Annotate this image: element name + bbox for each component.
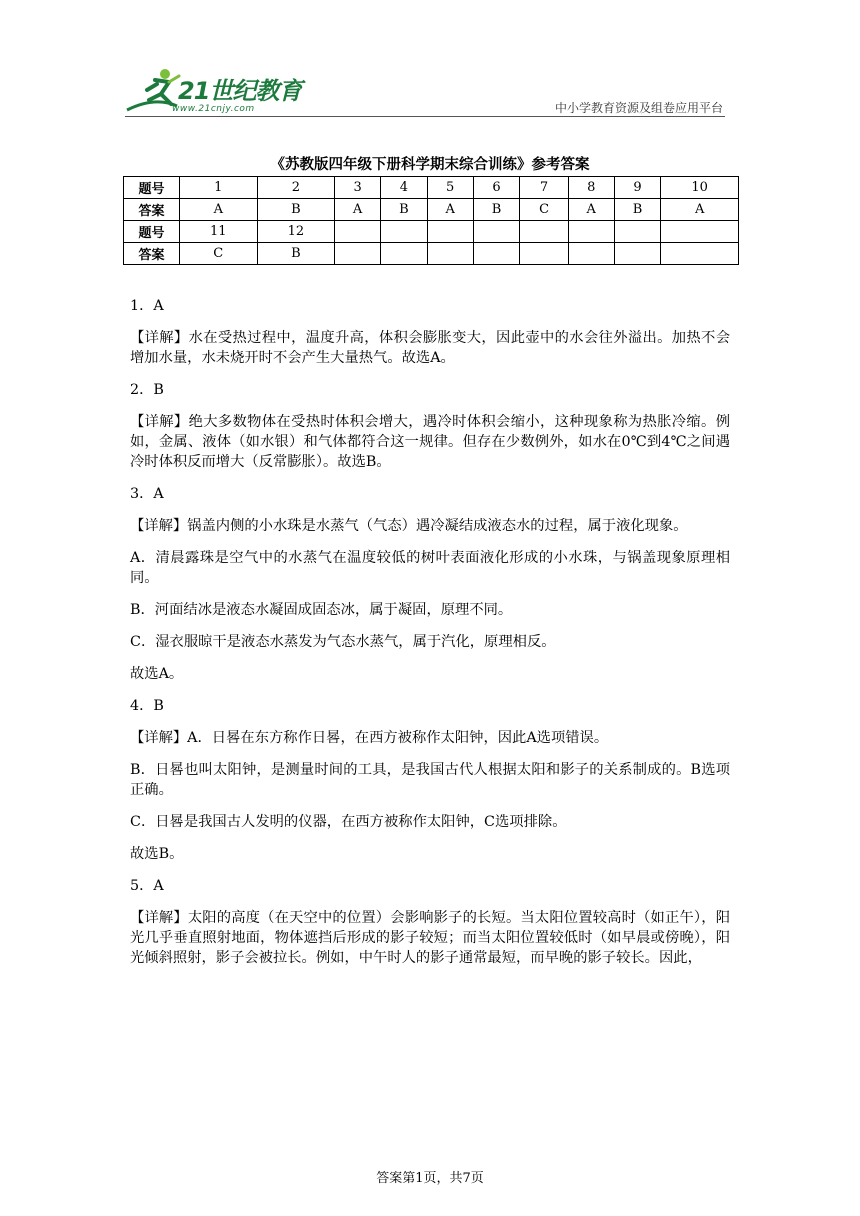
answer-paragraph: B．河面结冰是液态水凝固成固态冰，属于凝固，原理不同。 xyxy=(130,602,513,618)
table-cell xyxy=(381,243,428,265)
table-cell: A xyxy=(180,199,258,221)
table-cell xyxy=(661,221,739,243)
table-cell: 7 xyxy=(520,177,568,199)
table-cell xyxy=(427,243,473,265)
table-cell: 5 xyxy=(427,177,473,199)
row-header: 题号 xyxy=(124,221,180,243)
table-cell xyxy=(661,243,739,265)
table-cell xyxy=(335,221,381,243)
table-cell: 3 xyxy=(335,177,381,199)
table-cell: 9 xyxy=(614,177,661,199)
answer-paragraph: 【详解】A．日晷在东方称作日晷，在西方被称作太阳钟，因此A选项错误。 xyxy=(130,730,609,746)
table-cell xyxy=(520,221,568,243)
table-cell xyxy=(520,243,568,265)
table-cell xyxy=(427,221,473,243)
platform-name: 中小学教育资源及组卷应用平台 xyxy=(554,101,723,115)
answer-paragraph: C．日晷是我国古人发明的仪器，在西方被称作太阳钟，C选项排除。 xyxy=(130,814,567,830)
table-cell: 2 xyxy=(257,177,335,199)
answer-paragraph: B．日晷也叫太阳钟，是测量时间的工具，是我国古代人根据太阳和影子的关系制成的。B选项正确。 xyxy=(130,762,730,798)
answer-paragraph: 2．B xyxy=(130,382,164,398)
table-cell xyxy=(614,221,661,243)
table-cell: B xyxy=(473,199,520,221)
table-cell xyxy=(473,243,520,265)
table-cell: 12 xyxy=(257,221,335,243)
answer-table xyxy=(123,176,739,265)
answer-paragraph: 故选B。 xyxy=(130,846,184,862)
answer-paragraph: 5．A xyxy=(130,878,164,894)
answer-paragraph: 【详解】锅盖内侧的小水珠是水蒸气（气态）遇冷凝结成液态水的过程，属于液化现象。 xyxy=(130,518,688,534)
table-cell: B xyxy=(381,199,428,221)
table-cell: A xyxy=(661,199,739,221)
answer-paragraph: A．清晨露珠是空气中的水蒸气在温度较低的树叶表面液化形成的小水珠，与锅盖现象原理相同。 xyxy=(130,550,730,586)
answer-paragraph: 【详解】水在受热过程中，温度升高，体积会膨胀变大，因此壶中的水会往外溢出。加热不会增加水量，水未烧开时不会产生大量热气。故选A。 xyxy=(130,330,730,366)
table-cell: B xyxy=(257,199,335,221)
table-row xyxy=(124,221,739,243)
row-header: 答案 xyxy=(124,199,180,221)
table-cell: C xyxy=(520,199,568,221)
table-cell: 11 xyxy=(180,221,258,243)
table-cell: B xyxy=(257,243,335,265)
answer-explanations xyxy=(130,296,730,980)
table-cell: A xyxy=(427,199,473,221)
table-row xyxy=(124,199,739,221)
table-cell: 4 xyxy=(381,177,428,199)
table-cell: B xyxy=(614,199,661,221)
table-cell xyxy=(568,243,614,265)
table-row xyxy=(124,177,739,199)
page-title: 《苏教版四年级下册科学期末综合训练》参考答案 xyxy=(270,156,590,173)
table-cell: 8 xyxy=(568,177,614,199)
answer-paragraph: 4．B xyxy=(130,698,164,714)
logo-url: www.21cnjy.com xyxy=(172,104,255,114)
row-header: 答案 xyxy=(124,243,180,265)
answer-paragraph: 3．A xyxy=(130,486,164,502)
page-footer: 答案第1页，共7页 xyxy=(376,1171,484,1186)
row-header: 题号 xyxy=(124,177,180,199)
table-row xyxy=(124,243,739,265)
answer-paragraph: C．湿衣服晾干是液态水蒸发为气态水蒸气，属于汽化，原理相反。 xyxy=(130,634,556,650)
table-cell xyxy=(335,243,381,265)
answer-paragraph: 故选A。 xyxy=(130,666,184,682)
header-divider xyxy=(125,116,725,117)
table-cell xyxy=(614,243,661,265)
answer-paragraph: 【详解】太阳的高度（在天空中的位置）会影响影子的长短。当太阳位置较高时（如正午），阳光几乎垂直照射地面，物体遮挡后形成的影子较短；而当太阳位置较低时（如早晨或傍晚），阳光倾斜照射，影子会被拉长。例如，中午时人的影子通常最短，而早晚的影子较长。因此， xyxy=(130,910,730,966)
page-header xyxy=(0,0,860,125)
table-cell: A xyxy=(568,199,614,221)
table-cell: A xyxy=(335,199,381,221)
table-cell: 6 xyxy=(473,177,520,199)
table-cell: 10 xyxy=(661,177,739,199)
table-cell xyxy=(568,221,614,243)
answer-paragraph: 1．A xyxy=(130,298,164,314)
table-cell: 1 xyxy=(180,177,258,199)
table-cell: C xyxy=(180,243,258,265)
table-cell xyxy=(473,221,520,243)
table-cell xyxy=(381,221,428,243)
logo-text: 21世纪教育 xyxy=(178,77,302,105)
answer-paragraph: 【详解】绝大多数物体在受热时体积会增大，遇冷时体积会缩小，这种现象称为热胀冷缩。例如，金属、液体（如水银）和气体都符合这一规律。但存在少数例外，如水在0℃到4℃之间遇冷时体积反而增大（反常膨胀）。故选B。 xyxy=(130,414,730,470)
